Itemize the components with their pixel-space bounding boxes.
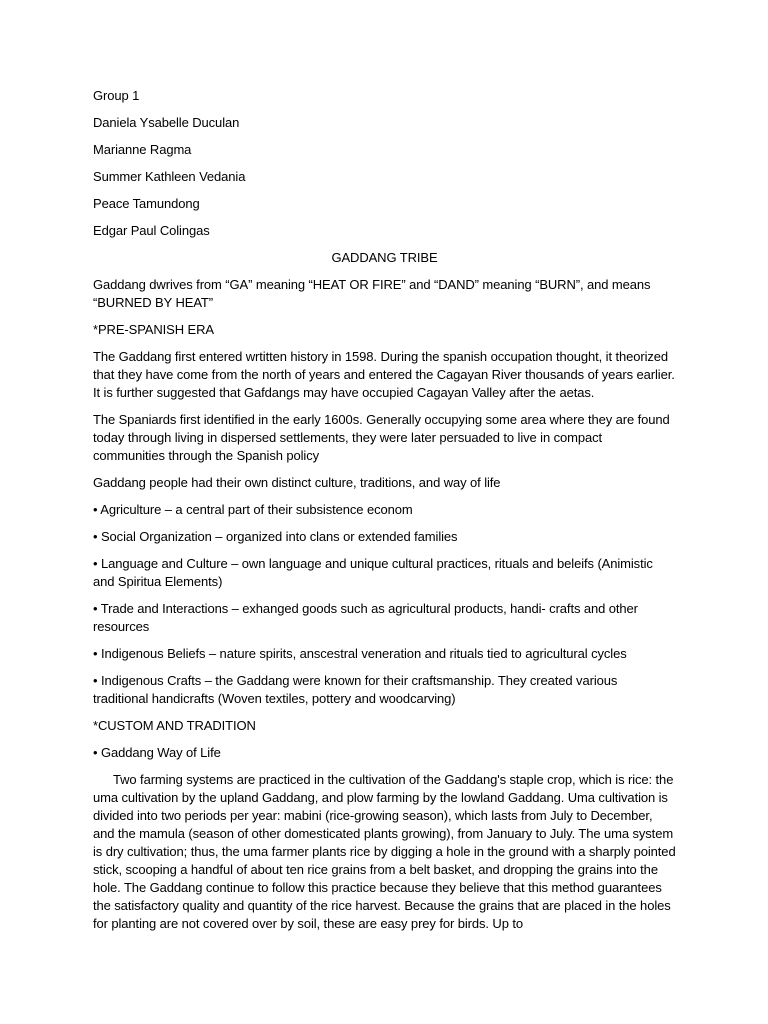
bullet-item: • Trade and Interactions – exhanged goods such as agricultural products, handi- crafts and other resources bbox=[93, 601, 638, 634]
bullet-item: • Social Organization – organized into clans or extended families bbox=[93, 529, 458, 544]
culture-intro-paragraph: Gaddang people had their own distinct culture, traditions, and way of life bbox=[93, 475, 501, 490]
group-label: Group 1 bbox=[93, 88, 140, 103]
member-name: Edgar Paul Colingas bbox=[93, 223, 210, 238]
document-title: GADDANG TRIBE bbox=[331, 250, 438, 265]
section-heading-pre-spanish: *PRE-SPANISH ERA bbox=[93, 322, 214, 337]
bullet-item: • Agriculture – a central part of their subsistence econom bbox=[93, 502, 413, 517]
bullet-item: • Indigenous Crafts – the Gaddang were known for their craftsmanship. They created various traditional handicrafts (Woven textiles, pottery and woodcarving) bbox=[93, 673, 618, 706]
history-paragraph: The Gaddang first entered wrtitten history in 1598. During the spanish occupation thought, it theorized that they have come from the north of years and entered the Cagayan River thousands of years earlier. It is further suggested that Gafdangs may have occupied Cagayan Valley after the aetas. bbox=[93, 349, 675, 400]
member-name: Daniela Ysabelle Duculan bbox=[93, 115, 240, 130]
bullet-item: • Language and Culture – own language and unique cultural practices, rituals and beleifs (Animistic and Spiritua Elements) bbox=[93, 556, 653, 589]
member-name: Peace Tamundong bbox=[93, 196, 200, 211]
spaniards-paragraph: The Spaniards first identified in the early 1600s. Generally occupying some area where they are found today through living in dispersed settlements, they were later persuaded to live in compact communities through the Spanish policy bbox=[93, 412, 670, 463]
member-name: Summer Kathleen Vedania bbox=[93, 169, 246, 184]
etymology-paragraph: Gaddang dwrives from “GA” meaning “HEAT OR FIRE” and “DAND” meaning “BURN”, and means “BURNED BY HEAT” bbox=[93, 277, 651, 310]
section-heading-custom: *CUSTOM AND TRADITION bbox=[93, 718, 256, 733]
bullet-item: • Indigenous Beliefs – nature spirits, anscestral veneration and rituals tied to agricultural cycles bbox=[93, 646, 627, 661]
farming-paragraph: Two farming systems are practiced in the cultivation of the Gaddang's staple crop, which is rice: the uma cultivation by the upland Gaddang, and plow farming by the lowland Gaddang. Uma cultivation is divided into two periods per year: mabini (rice-growing season), which lasts from July to December, and the mamula (season of other domesticated plants growing), from January to July. The uma system is dry cultivation; thus, the uma farmer plants rice by digging a hole in the ground with a sharply pointed stick, scooping a handful of about ten rice grains from a belt basket, and dropping the grains into the hole. The Gaddang continue to follow this practice because they believe that this method guarantees the satisfactory quality and quantity of the rice harvest. Because the grains that are placed in the holes for planting are not covered over by soil, these are easy prey for birds. Up to bbox=[93, 772, 676, 931]
bullet-item: • Gaddang Way of Life bbox=[93, 745, 221, 760]
member-name: Marianne Ragma bbox=[93, 142, 192, 157]
